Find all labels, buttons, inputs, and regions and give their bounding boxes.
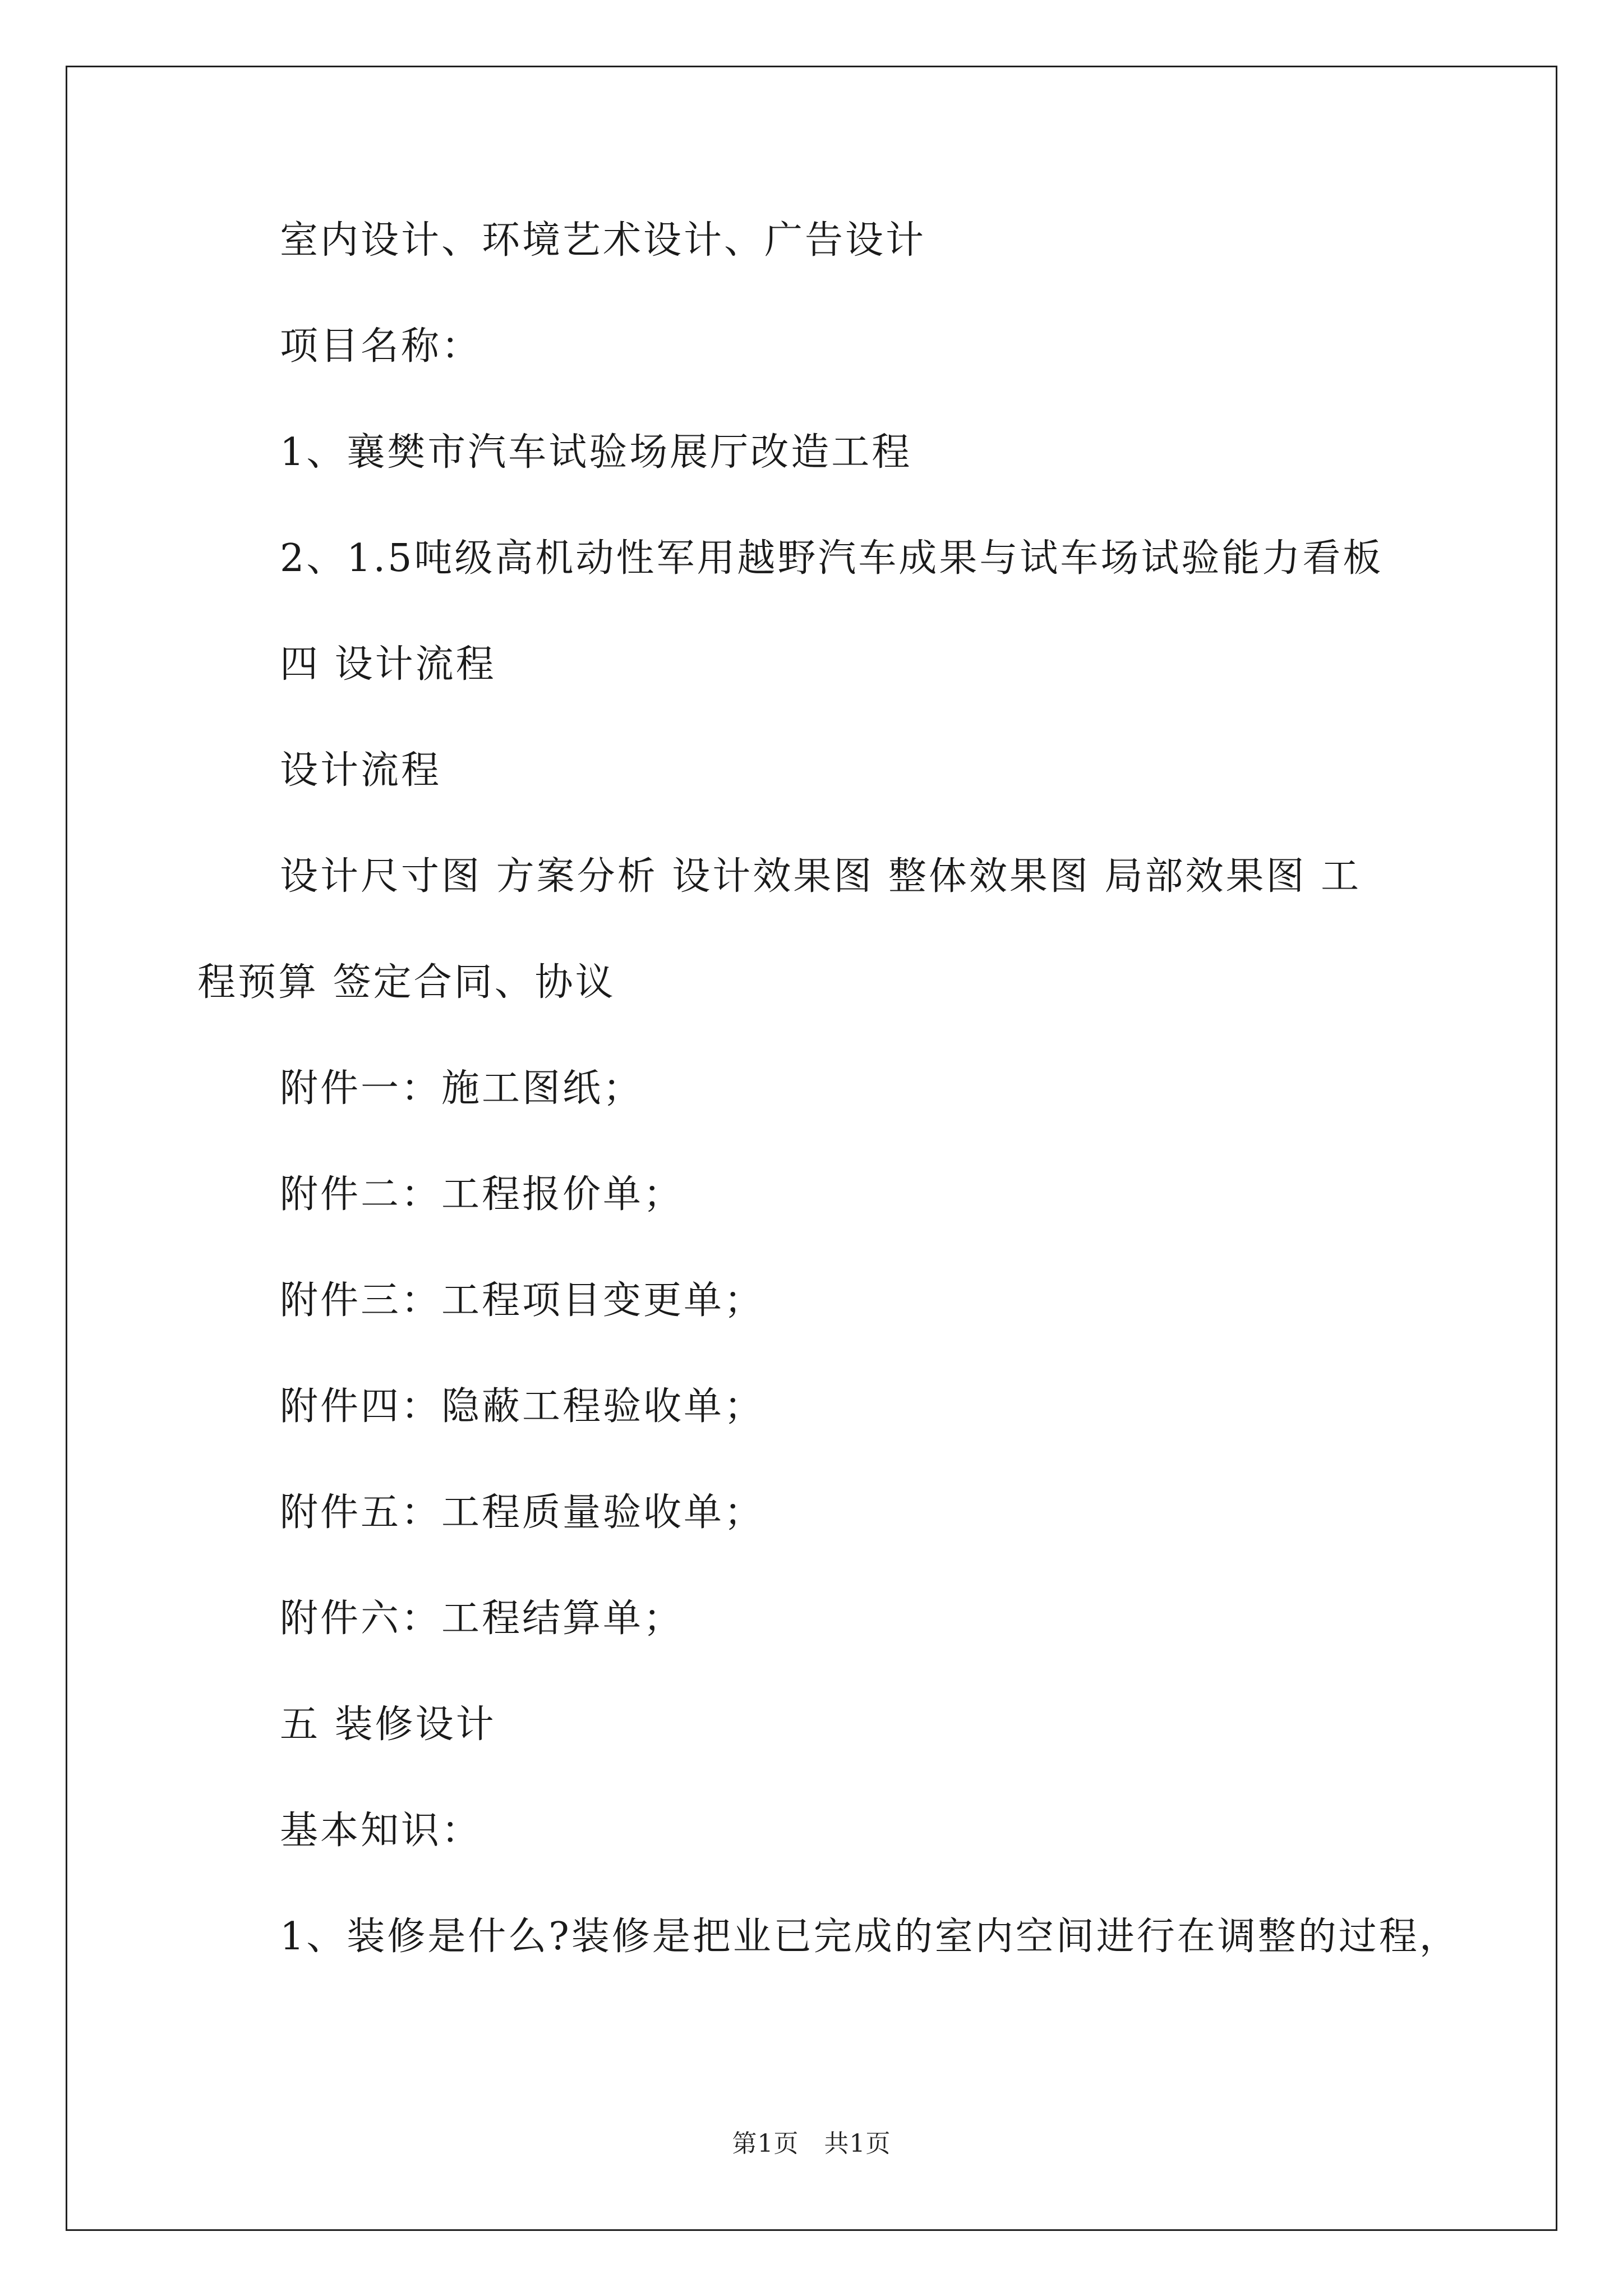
paragraph-project-name-heading: 项目名称： bbox=[280, 324, 482, 369]
attachment-5: 附件五：工程质量验收单； bbox=[280, 1490, 765, 1535]
footer-spacer bbox=[799, 2129, 824, 2158]
paragraph-process-steps-line2: 程预算 签定合同、协议 bbox=[197, 960, 616, 1005]
attachment-6: 附件六：工程结算单； bbox=[280, 1596, 684, 1641]
page-footer bbox=[0, 2129, 1623, 2158]
attachment-4: 附件四：隐蔽工程验收单； bbox=[280, 1384, 765, 1429]
paragraph-design-fields: 室内设计、环境艺术设计、广告设计 bbox=[280, 218, 926, 263]
page-total: 共1页 bbox=[824, 2129, 891, 2158]
paragraph-project-1: 1、襄樊市汽车试验场展厅改造工程 bbox=[280, 430, 912, 475]
attachment-1: 附件一：施工图纸； bbox=[280, 1066, 644, 1111]
paragraph-project-2: 2、1.5吨级高机动性军用越野汽车成果与试车场试验能力看板 bbox=[280, 536, 1384, 581]
attachment-3: 附件三：工程项目变更单； bbox=[280, 1278, 765, 1323]
attachment-2: 附件二：工程报价单； bbox=[280, 1172, 684, 1217]
paragraph-what-is-renovation: 1、装修是什么?装修是把业已完成的室内空间进行在调整的过程， bbox=[280, 1915, 1460, 1959]
paragraph-basic-knowledge: 基本知识： bbox=[280, 1809, 482, 1853]
section-heading-design-process: 四 设计流程 bbox=[280, 642, 496, 687]
document-body bbox=[197, 218, 1460, 2024]
section-heading-renovation-design: 五 装修设计 bbox=[280, 1703, 496, 1747]
paragraph-process-steps-line1: 设计尺寸图 方案分析 设计效果图 整体效果图 局部效果图 工 bbox=[280, 854, 1362, 899]
page-number: 第1页 bbox=[732, 2129, 799, 2158]
paragraph-design-process-label: 设计流程 bbox=[280, 748, 442, 793]
